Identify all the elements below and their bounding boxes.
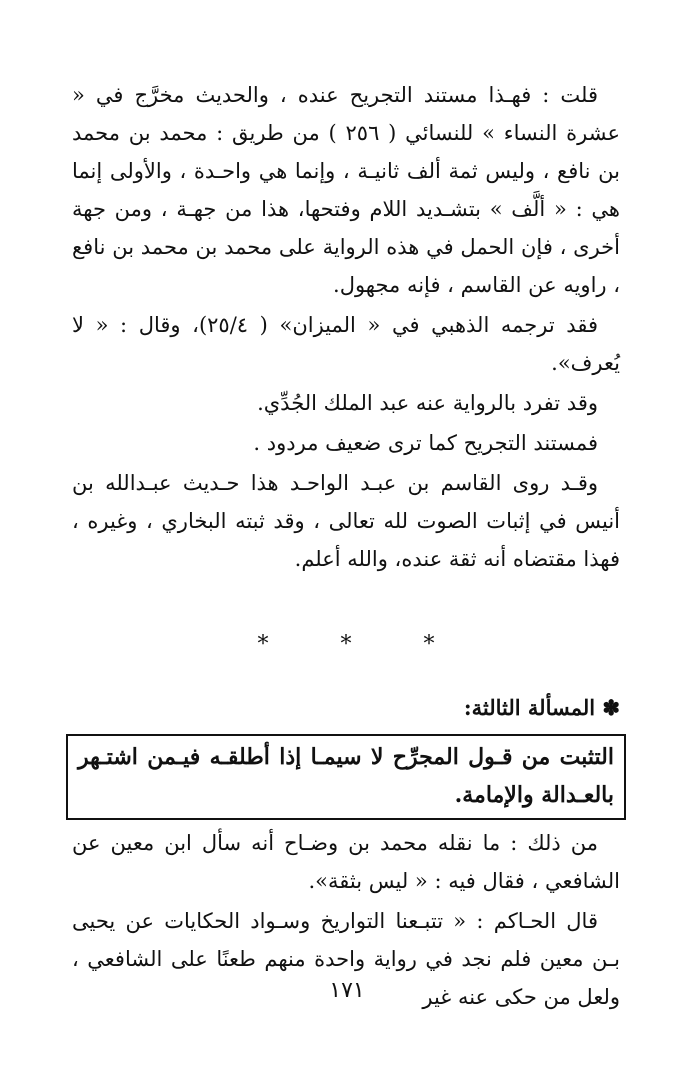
paragraph-hakim-quote: قال الحـاكم : « تتبـعنا التواريخ وسـواد الحكايات عن يحيى بـن معين فلم نجد في رواية واحدة منهم طعنًا على الشافعي ، ولعل من حكى عنه غير — [72, 909, 620, 1009]
paragraph-dhahabi-citation: فقد ترجمه الذهبي في « الميزان» ( ٢٥/٤)، وقال : « لا يُعرف». — [72, 313, 620, 375]
page-number: ١٧١ — [329, 978, 365, 1003]
paragraph-conclusion: فمستند التجريح كما ترى ضعيف مردود . — [253, 431, 598, 455]
paragraph-ibn-waddah: من ذلك : ما نقله محمد بن وضـاح أنه سأل ابن معين عن الشافعي ، فقال فيه : « ليس بثقة». — [72, 831, 620, 893]
section-heading: ✽ المسألة الثالثة: — [463, 695, 620, 720]
section-separator — [72, 600, 620, 688]
paragraph-commentary: قلت : فهـذا مستند التجريح عنده ، والحديث مخرَّج في « عشرة النساء » للنسائي ( ٢٥٦ ) من طريق : محمد بن محمد بن نافع ، وليس ثمة ألف ثانيـة ، وإنما هي واحـدة ، والأولى إنما هي : « ألَّف » بتشـديد اللام وفتحها، هذا من جهـة ، ومن جهة أخرى ، فإن الحمل في هذه الرواية على محمد بن محمد بن نافع ، راويه عن القاسم ، فإنه مجهول. — [72, 83, 621, 297]
paragraph-jiddi: وقد تفرد بالرواية عنه عبد الملك الجُدِّي. — [257, 391, 598, 415]
separator-star: * — [423, 631, 435, 657]
separator-star: * — [340, 631, 352, 657]
boxed-rule: التثبت من قـول المجرِّح لا سيمـا إذا أطلقـه فيـمن اشتـهر بالعـدالة والإمامة. — [66, 734, 626, 820]
page-body — [72, 76, 620, 1016]
paragraph-qasim-narration: وقـد روى القاسم بن عبـد الواحـد هذا حـديث عبـدالله بن أنيس في إثبات الصوت لله تعالى ، وقد ثبته البخاري ، وغيره ، فهذا مقتضاه أنه ثقة عنده، والله أعلم. — [72, 471, 620, 571]
separator-star: * — [257, 631, 269, 657]
